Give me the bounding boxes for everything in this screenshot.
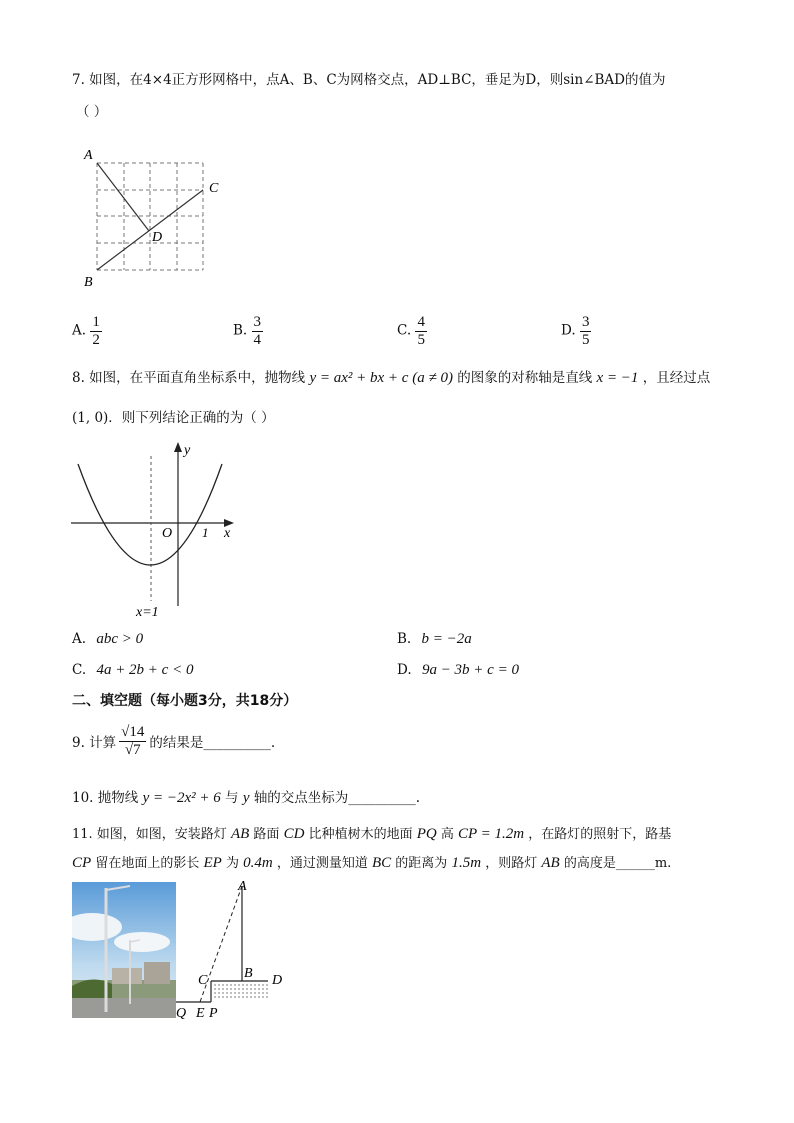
q11-math: AB [230, 826, 250, 842]
q10-stem-part: 与 [225, 790, 239, 806]
q8-label-one: 1 [202, 525, 209, 540]
denominator: 4 [253, 331, 262, 348]
q10-formula: y = −2x² + 6 [142, 790, 221, 806]
q8-label-y: y [184, 443, 191, 458]
denominator: 5 [417, 331, 425, 348]
q7-label-c: C [209, 181, 219, 196]
q11-text: ，在路灯的照射下，路基 [528, 827, 672, 842]
q7-answer-paren: （ ） [76, 104, 108, 120]
q11-math: BC [371, 855, 392, 871]
q11-text: 留在地面上的影长 [95, 856, 200, 871]
q8-symmetry-axis: x = −1 [596, 370, 639, 386]
fraction [580, 314, 592, 348]
option-letter: B. [397, 631, 412, 647]
q8-option-b[interactable] [397, 631, 472, 648]
q7-option-d[interactable] [561, 314, 591, 348]
q8-parabola-formula: y = ax² + bx + c (a ≠ 0) [309, 370, 453, 386]
q8-parabola-figure [66, 436, 246, 621]
numerator: 4 [417, 314, 425, 330]
numerator: 3 [253, 314, 262, 330]
q8-label-x: x [224, 526, 231, 541]
q11-text: 为 [225, 856, 239, 871]
q7-label-b: B [84, 275, 93, 290]
q10-line [72, 786, 420, 807]
denominator: 5 [581, 331, 590, 348]
q11-label-p: P [209, 1006, 218, 1020]
section-title: 二、填空题（每小题3分，共18分） [72, 693, 298, 709]
q9-stem-part: 9. 计算 [72, 735, 117, 751]
option-letter: A. [72, 631, 87, 647]
q11-text: 的高度是______m. [563, 856, 672, 871]
q11-math: CD [283, 826, 305, 842]
numerator: √14 [121, 724, 145, 740]
q7-option-c[interactable] [397, 314, 427, 348]
q7-stem: 7. 如图，在4×4正方形网格中，点A、B、C为网格交点，AD⊥BC，垂足为D，则sin∠BAD的值为 [72, 72, 666, 88]
option-letter: A. [72, 322, 87, 339]
option-text: abc > 0 [96, 631, 144, 647]
q9-fraction [119, 724, 146, 758]
q11-label-e: E [196, 1006, 205, 1020]
q11-text: 路面 [253, 827, 280, 842]
option-letter: B. [233, 322, 248, 339]
fraction [252, 314, 264, 348]
q7-grid-figure [80, 145, 230, 290]
q11-math: PQ [416, 826, 437, 842]
q11-math: 0.4m [243, 855, 273, 871]
q11-streetlight-diagram [176, 878, 294, 1020]
q8-stem-part: 的图象的对称轴是直线 [457, 370, 593, 386]
q11-label-b: B [244, 966, 253, 981]
streetlight-photo [72, 882, 176, 1018]
q11-text: 11. 如图，如图，安装路灯 [72, 827, 227, 842]
q10-stem-part: 轴的交点坐标为__________. [253, 790, 421, 806]
option-text: 9a − 3b + c = 0 [421, 662, 519, 678]
option-letter: D. [561, 322, 576, 339]
q11-line1 [72, 823, 671, 843]
q8-label-origin: O [162, 526, 173, 541]
q11-math: CP = 1.2m [458, 826, 525, 842]
q11-label-q: Q [176, 1006, 187, 1020]
q10-var: y [242, 790, 250, 806]
q11-math: 1.5m [451, 855, 482, 871]
q9-line [72, 724, 275, 758]
option-letter: D. [397, 662, 412, 678]
q11-line2 [72, 852, 671, 872]
q11-math: CP [72, 855, 92, 871]
option-text: b = −2a [421, 631, 472, 647]
q11-text: 高 [440, 827, 454, 842]
q8-option-a[interactable] [72, 631, 143, 648]
q8-stem-line2: (1, 0)．则下列结论正确的为（ ） [72, 410, 275, 426]
fraction [415, 314, 427, 348]
q7-label-d: D [152, 230, 163, 245]
denominator: 2 [92, 331, 100, 348]
q11-text: 的距离为 [395, 856, 448, 871]
q8-stem-line1 [72, 366, 710, 387]
q7-label-a: A [84, 148, 93, 163]
q7-option-b[interactable] [233, 314, 263, 348]
q11-label-a: A [238, 879, 247, 894]
q8-option-d[interactable] [397, 662, 519, 679]
q10-stem-part: 10. 抛物线 [72, 790, 139, 806]
q11-text: 比种植树木的地面 [308, 827, 413, 842]
q8-stem-part: ，且经过点 [642, 370, 711, 386]
fraction [90, 314, 102, 348]
option-letter: C. [397, 322, 412, 339]
q11-text: ，则路灯 [485, 856, 538, 871]
numerator: 3 [581, 314, 590, 330]
q7-option-a[interactable] [72, 314, 102, 348]
q8-option-c[interactable] [72, 662, 193, 679]
q11-label-d: D [272, 973, 283, 988]
q11-text: ，通过测量知道 [276, 856, 368, 871]
q11-math: AB [541, 855, 560, 871]
numerator: 1 [92, 314, 100, 330]
option-letter: C. [72, 662, 87, 678]
option-text: 4a + 2b + c < 0 [96, 662, 194, 678]
q8-label-sym-axis: x=1 [136, 605, 159, 620]
q11-math: EP [203, 855, 222, 871]
q9-stem-part: 的结果是__________. [149, 735, 276, 751]
q8-stem-part: 8. 如图，在平面直角坐标系中，抛物线 [72, 370, 306, 386]
q11-label-c: C [198, 973, 208, 988]
denominator: √7 [124, 741, 141, 758]
